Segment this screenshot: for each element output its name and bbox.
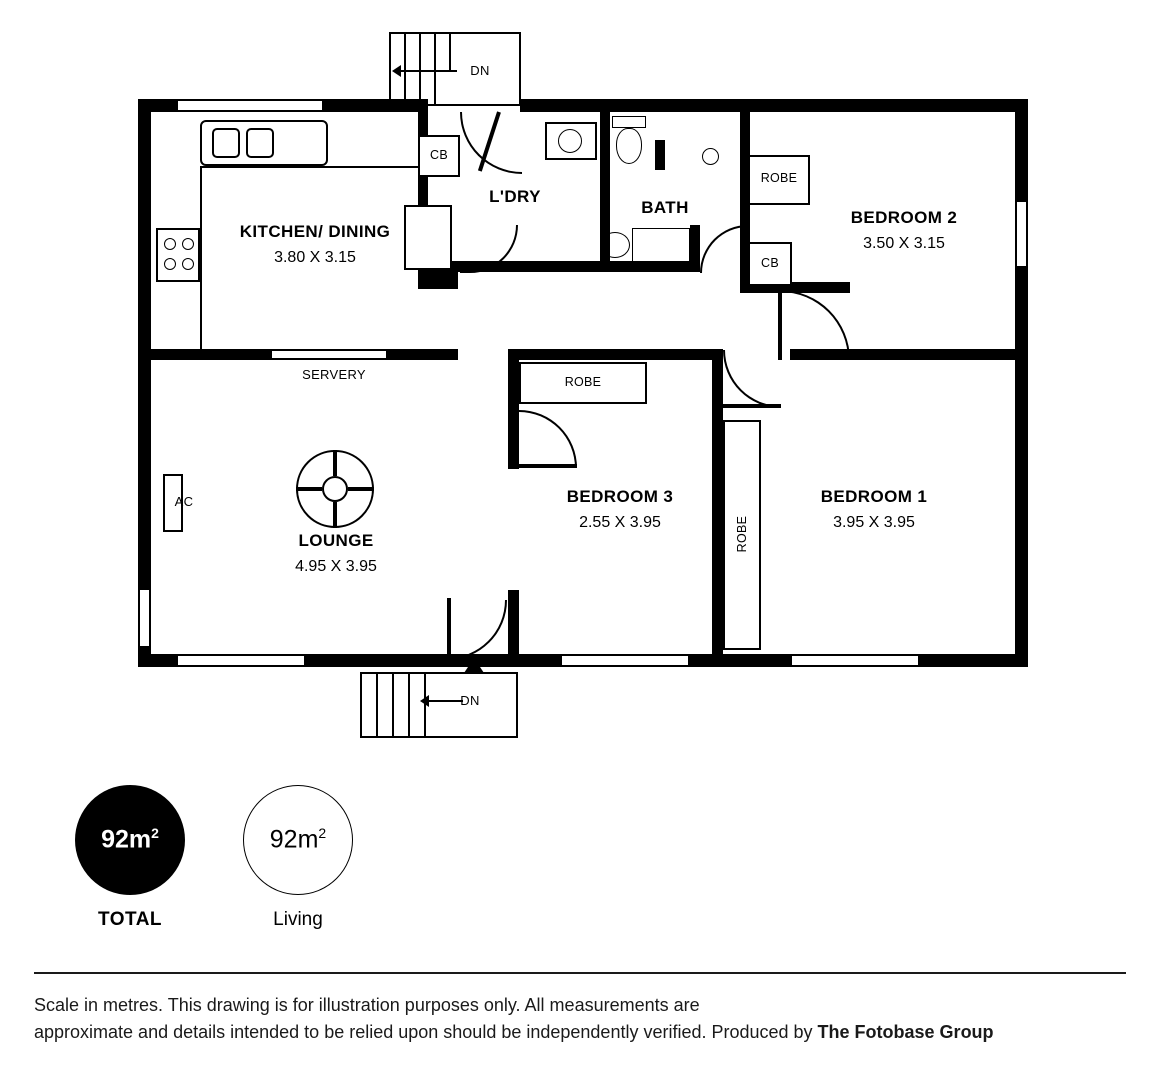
window-bed1-bottom xyxy=(790,654,920,667)
servery-label: SERVERY xyxy=(302,367,366,382)
room-dim-bedroom-1: 3.95 X 3.95 xyxy=(833,514,915,531)
footer-line-1: Scale in metres. This drawing is for illustration purposes only. All measurements are xyxy=(34,995,700,1015)
cb-kitchen-label: CB xyxy=(430,148,448,162)
cooktop-burner-1 xyxy=(164,238,176,250)
room-label-bedroom-1: BEDROOM 1 xyxy=(820,487,928,506)
kitchen-cooktop xyxy=(156,228,200,282)
interior-wall-bath-top-right xyxy=(655,140,665,170)
footer-line-2 xyxy=(34,1019,1134,1046)
stair-bottom-step-3 xyxy=(408,674,410,738)
kitchen-sink-basin-right xyxy=(246,128,274,158)
area-caption-total: TOTAL xyxy=(97,909,163,930)
room-label-lounge: LOUNGE xyxy=(298,531,374,550)
door-bed2-arc xyxy=(780,290,850,360)
area-badges xyxy=(0,775,1160,960)
door-bath-arc xyxy=(700,225,748,273)
ac-label: AC xyxy=(174,494,194,509)
toilet-cistern xyxy=(612,116,646,128)
room-dim-bedroom-2: 3.50 X 3.15 xyxy=(863,235,945,252)
stair-bottom-step-1 xyxy=(376,674,378,738)
bath-tub xyxy=(632,228,690,262)
servery-opening xyxy=(270,349,388,360)
area-badge-total xyxy=(40,785,220,931)
footer-disclaimer xyxy=(34,992,1134,1046)
room-label-bedroom-3: BEDROOM 3 xyxy=(566,487,674,506)
window-bed3-bottom xyxy=(560,654,690,667)
window-kitchen-top xyxy=(176,99,324,112)
cooktop-burner-2 xyxy=(182,238,194,250)
window-lounge-bottom xyxy=(176,654,306,667)
area-circle-living xyxy=(243,785,353,895)
room-dim-kitchen-dining: 3.80 X 3.15 xyxy=(274,249,356,266)
stair-top-step-4 xyxy=(449,34,451,72)
ceiling-fan-blade-right xyxy=(348,487,374,491)
stair-top-dn-label: DN xyxy=(470,63,490,78)
door-bed1-arc xyxy=(723,350,781,408)
stair-top-arrow-line xyxy=(395,70,457,72)
interior-wall-bed3-right xyxy=(712,349,723,667)
area-value-living: $92m^2$ xyxy=(269,825,327,854)
bath-robe-hook xyxy=(702,148,719,165)
door-bed3-arc xyxy=(519,410,577,468)
cb-hall-label: CB xyxy=(761,256,779,270)
ceiling-fan-blade-top xyxy=(333,450,337,476)
room-label-bedroom-2: BEDROOM 2 xyxy=(850,208,958,227)
stair-top-arrow-head xyxy=(392,65,401,77)
kitchen-counter-line-horizontal xyxy=(200,166,418,168)
room-label-kitchen-dining: KITCHEN/ DINING xyxy=(239,222,391,241)
stair-bottom-arrow-head xyxy=(420,695,429,707)
area-caption-living: Living xyxy=(273,909,323,930)
stair-bottom-step-2 xyxy=(392,674,394,738)
interior-wall-bed3-left xyxy=(508,349,519,469)
footer-divider xyxy=(34,972,1126,974)
room-label-bath: BATH xyxy=(641,198,689,217)
footer-producer-name: The Fotobase Group xyxy=(817,1022,994,1042)
bath-vanity-basin xyxy=(600,232,630,258)
door-front-arc xyxy=(447,600,507,660)
room-dim-bedroom-3: 2.55 X 3.95 xyxy=(579,514,661,531)
interior-wall-bed3-top xyxy=(508,349,723,360)
door-front-leaf xyxy=(447,598,451,660)
ceiling-fan-blade-left xyxy=(296,487,322,491)
cooktop-burner-3 xyxy=(164,258,176,270)
robe-bed3-label: ROBE xyxy=(564,375,602,389)
interior-wall-bed3-left-lower xyxy=(508,590,519,667)
window-lounge-left xyxy=(138,588,151,648)
room-dim-lounge: 4.95 X 3.95 xyxy=(295,558,377,575)
footer-line-2-text: approximate and details intended to be relied upon should be independently verified. Produced by xyxy=(34,1022,818,1042)
stair-bottom-box xyxy=(360,672,518,738)
cooktop-burner-4 xyxy=(182,258,194,270)
interior-wall-bath-bottom xyxy=(600,261,700,272)
stair-top-box xyxy=(389,32,521,106)
door-bed1-leaf xyxy=(723,404,781,408)
robe-bed2-label: ROBE xyxy=(760,171,798,185)
toilet-bowl xyxy=(616,128,642,164)
stair-bottom-dn-label: DN xyxy=(460,693,480,708)
laundry-tub-bowl xyxy=(558,129,582,153)
interior-wall-bath-right xyxy=(690,225,700,272)
exterior-wall-left xyxy=(138,99,151,667)
door-bed3-leaf xyxy=(519,464,577,468)
kitchen-sink-basin-left xyxy=(212,128,240,158)
robe-bed1-label: ROBE xyxy=(735,515,749,553)
area-value-total: $92m^2$ xyxy=(101,825,159,854)
ceiling-fan-hub xyxy=(322,476,348,502)
room-label-ldry: L'DRY xyxy=(489,187,541,206)
area-badge-living xyxy=(208,785,388,931)
area-circle-total xyxy=(75,785,185,895)
exterior-wall-top-right xyxy=(520,99,1028,112)
ceiling-fan-blade-bottom xyxy=(333,502,337,528)
exterior-wall-right xyxy=(1015,99,1028,667)
